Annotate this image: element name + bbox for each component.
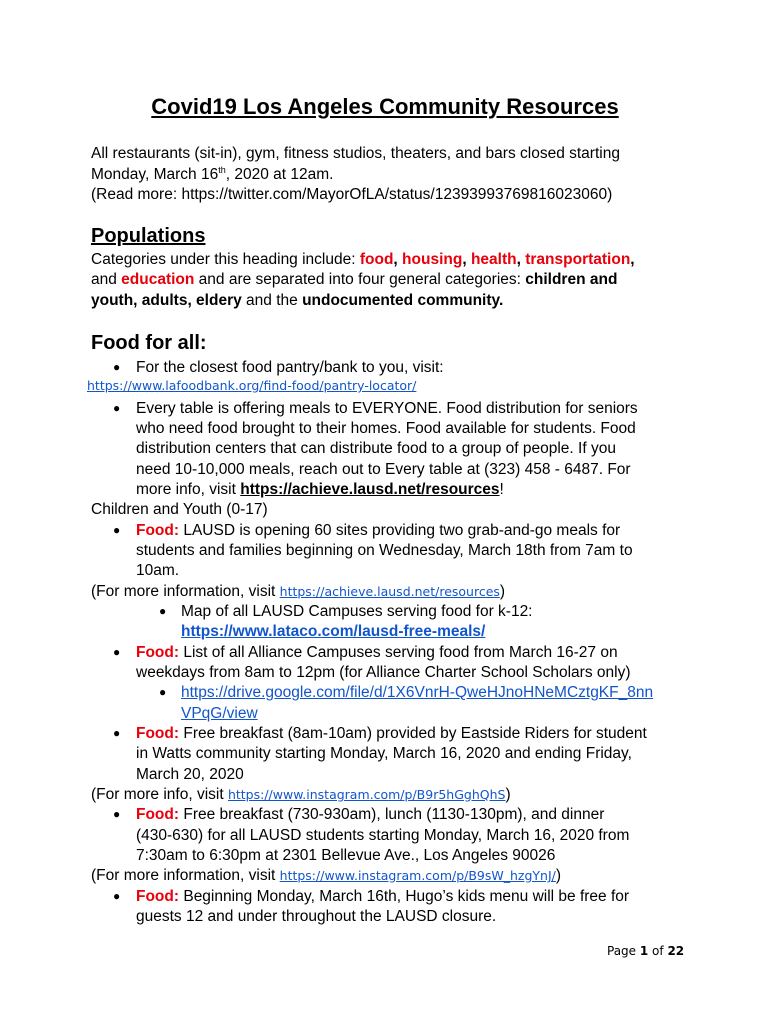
bullet-icon: ● [113,523,121,537]
children-bullet-4-line-1: Food: Free breakfast (730-930am), lunch (1130-130pm), and dinner [136,806,605,823]
sub-bullet-1-line-1: Map of all LAUSD Campuses serving food for k-12: [181,603,533,620]
intro-line-2: Monday, March 16th, 2020 at 12am. [91,165,334,183]
populations-line-3: youth, adults, eldery and the undocumented community. [91,292,504,309]
page-number: Page 1 of 22 [607,944,685,958]
lataco-link[interactable]: https://www.lataco.com/lausd-free-meals/ [181,623,486,640]
google-drive-link-line-1[interactable]: https://drive.google.com/file/d/1X6VnrH-QweHJnoHNeMCztgKF_8nn [181,684,654,701]
lafoodbank-link[interactable]: https://www.lafoodbank.org/find-food/pantry-locator/ [87,378,417,393]
food-for-all-heading: Food for all: [91,332,207,354]
populations-line-1: Categories under this heading include: food, housing, health, transportation, [91,251,635,268]
children-bullet-5-line-1: Food: Beginning Monday, March 16th, Hugo’s kids menu will be free for [136,888,630,905]
children-bullet-2-line-2: weekdays from 8am to 12pm (for Alliance Charter School Scholars only) [136,664,631,681]
children-bullet-4-line-3: 7:30am to 6:30pm at 2301 Bellevue Ave., Los Angeles 90026 [136,847,556,864]
children-bullet-3-line-2: in Watts community starting Monday, March 16, 2020 and ending Friday, [136,745,632,762]
google-drive-link-line-2[interactable]: VPqG/view [181,705,258,722]
children-bullet-1-line-2: students and families beginning on Wednesday, March 18th from 7am to [136,542,633,559]
bullet-icon: ● [113,401,121,415]
children-bullet-1-line-1: Food: LAUSD is opening 60 sites providing two grab-and-go meals for [136,522,621,539]
instagram-link-2[interactable]: https://www.instagram.com/p/B9sW_hzgYnJ/ [279,868,556,883]
food-bullet-2-line-1: Every table is offering meals to EVERYONE. Food distribution for seniors [136,400,638,417]
bullet-icon: ● [159,685,167,699]
bullet-icon: ● [113,645,121,659]
instagram-link-1[interactable]: https://www.instagram.com/p/B9r5hGghQhS [227,787,506,802]
document-title: Covid19 Los Angeles Community Resources [151,94,619,119]
food-bullet-2-line-5: more info, visit https://achieve.lausd.net/resources! [136,481,504,498]
achieve-lausd-resources-link[interactable]: https://achieve.lausd.net/resources [279,584,500,599]
more-info-line-1: (For more information, visit https://achieve.lausd.net/resources) [91,583,506,600]
food-bullet-2-line-4: need 10-10,000 meals, reach out to Every table at (323) 458 - 6487. For [136,461,631,478]
food-bullet-2-line-3: distribution centers that can distribute food to a group of people. If you [136,440,616,457]
children-bullet-3-line-3: March 20, 2020 [136,766,244,783]
more-info-line-3: (For more information, visit https://www.instagram.com/p/B9sW_hzgYnJ/) [91,867,562,884]
children-bullet-5-line-2: guests 12 and under throughout the LAUSD closure. [136,908,497,925]
children-bullet-2-line-1: Food: List of all Alliance Campuses serving food from March 16-27 on [136,644,618,661]
bullet-icon: ● [113,726,121,740]
bullet-icon: ● [113,889,121,903]
populations-heading: Populations [91,225,206,247]
populations-line-2: and education and are separated into four general categories: children and [91,271,618,288]
bullet-icon: ● [113,807,121,821]
bullet-icon: ● [113,360,121,374]
children-bullet-1-line-3: 10am. [136,562,180,579]
food-bullet-1: For the closest food pantry/bank to you, visit: [136,359,444,376]
food-bullet-2-line-2: who need food brought to their homes. Food available for students. Food [136,420,636,437]
more-info-line-2: (For more info, visit https://www.instagram.com/p/B9r5hGghQhS) [91,786,511,803]
children-bullet-4-line-2: (430-630) for all LAUSD students starting Monday, March 16, 2020 from [136,827,630,844]
bullet-icon: ● [159,604,167,618]
intro-line-3: (Read more: https://twitter.com/MayorOfLA/status/1239399376981602306​0) [91,186,613,203]
children-bullet-3-line-1: Food: Free breakfast (8am-10am) provided by Eastside Riders for student [136,725,647,742]
achieve-lausd-link[interactable]: https://achieve.lausd.net/resources [240,481,500,498]
intro-line-1: All restaurants (sit-in), gym, fitness studios, theaters, and bars closed starting [91,145,620,162]
children-youth-heading: Children and Youth (0-17) [91,501,268,518]
